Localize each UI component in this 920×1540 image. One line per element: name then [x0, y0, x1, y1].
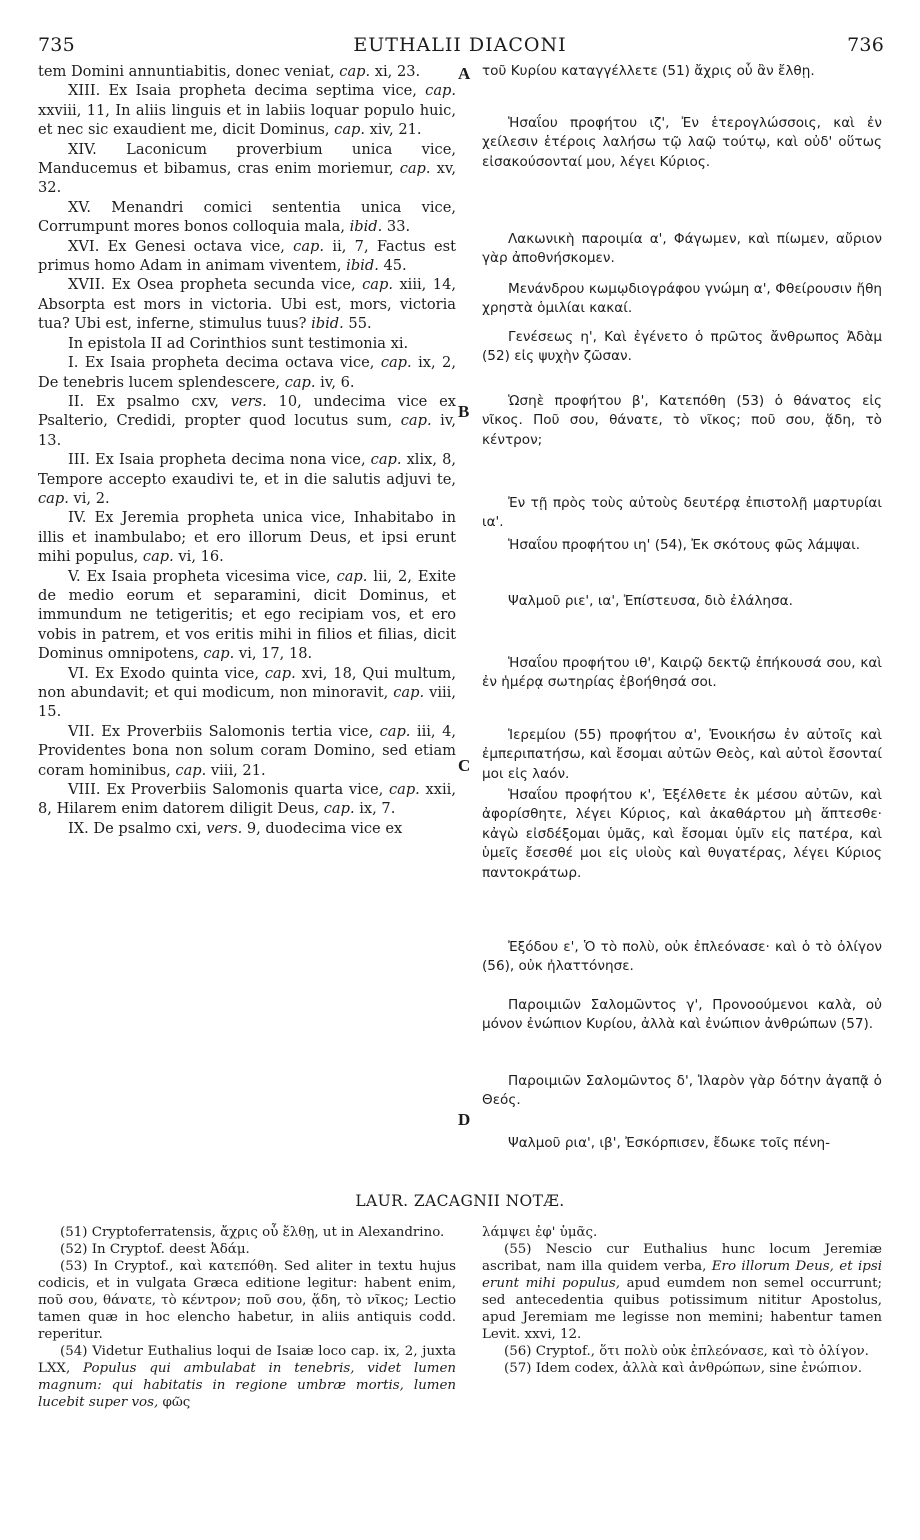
latin-paragraph: XIV. Laconicum proverbium unica vice, Manducemus et bibamus, cras enim moriemur, cap. xv, 32. [38, 140, 456, 197]
footnote: (55) Nescio cur Euthalius hunc locum Jeremiæ ascribat, nam illa quidem verba, Ero illorum Deus, et ipsi erunt mihi populus, apud eumdem non semel occurrunt; sed antecedentia quibus potissimum nititur Apostolus, apud Jeremiam me legisse non memini; habentur tamen Levit. xxvi, 12. [482, 1242, 883, 1342]
footnote: (57) Idem codex, ἀλλὰ καὶ ἀνθρώπων, sine ἐνώπιον. [504, 1361, 862, 1376]
greek-paragraph: Ὡσηὲ προφήτου β', Κατεπόθη (53) ὁ θάνατος εἰς νῖκος. Ποῦ σου, θάνατε, τὸ νῖκος; ποῦ σου, ᾅδη, τὸ κέντρον; [482, 393, 882, 448]
greek-paragraph: Ἐξόδου ε', Ὁ τὸ πολὺ, οὐκ ἐπλεόνασε· καὶ ὁ τὸ ὀλίγον (56), οὐκ ἠλαττόνησε. [482, 939, 882, 975]
latin-paragraph: II. Ex psalmo cxv, vers. 10, undecima vice ex Psalterio, Credidi, propter quod locutus sum, cap. iv, 13. [38, 392, 456, 449]
latin-paragraph: In epistola II ad Corinthios sunt testimonia xi. [68, 334, 409, 352]
page-number-right: 736 [847, 34, 884, 56]
notes-right-column [482, 1224, 882, 1377]
latin-paragraph: IV. Ex Jeremia propheta unica vice, Inhabitabo in illis et inambulabo; et ero illorum Deus, et ipsi erunt mihi populus, cap. vi, 16. [38, 509, 456, 566]
footnote: (54) Videtur Euthalius loqui de Isaiæ loco cap. ix, 2, juxta LXX, Populus qui ambulabat in tenebris, videt lumen magnum: qui habitatis in regione umbræ mortis, lumen lucebit super vos, φῶς [38, 1344, 456, 1410]
greek-paragraph: Ψαλμοῦ ρια', ιβ', Ἐσκόρπισεν, ἔδωκε τοῖς πένη- [508, 1135, 831, 1151]
margin-marker-b: B [458, 402, 470, 421]
latin-paragraph: III. Ex Isaia propheta decima nona vice, cap. xlix, 8, Tempore accepto exaudivi te, et in die salutis adjuvi te, cap. vi, 2. [38, 451, 457, 507]
latin-paragraph: IX. De psalmo cxi, vers. 9, duodecima vice ex [68, 819, 403, 837]
latin-paragraph: XV. Menandri comici sententia unica vice, Corrumpunt mores bonos colloquia mala, ibid. 33. [38, 198, 456, 236]
latin-paragraph: XIII. Ex Isaia propheta decima septima vice, cap. xxviii, 11, In aliis linguis et in labiis loquar populo huic, et nec sic exaudient me, dicit Dominus, cap. xiv, 21. [38, 82, 456, 139]
greek-paragraph: Ἱερεμίου (55) προφήτου α', Ἐνοικήσω ἐν αὐτοῖς καὶ ἐμπεριπατήσω, καὶ ἔσομαι αὐτῶν Θεὸς, καὶ αὐτοὶ ἔσονταί μοι εἰς λαόν. [482, 727, 882, 782]
latin-paragraph: VII. Ex Proverbiis Salomonis tertia vice, cap. iii, 4, Providentes bona non solum coram Domino, sed etiam coram hominibus, cap. viii, 21. [38, 722, 456, 779]
greek-paragraph: Ἡσαΐου προφήτου ιη' (54), Ἐκ σκότους φῶς λάμψαι. [508, 537, 861, 553]
page-header [0, 34, 920, 58]
footnote: (52) In Cryptof. deest Ἀδάμ. [60, 1242, 250, 1257]
latin-paragraph: XVI. Ex Genesi octava vice, cap. ii, 7, Factus est primus homo Adam in animam viventem, ibid. 45. [38, 237, 456, 275]
latin-paragraph: V. Ex Isaia propheta vicesima vice, cap. lii, 2, Exite de medio eorum et separamini, dicit Dominus, et immundum ne tetigeritis; et ego recipiam vos, et ero vobis in patrem, et vos eritis mihi in filios et filias, dicit Dominus omnipotens, cap. vi, 17, 18. [38, 567, 456, 663]
footnote: (51) Cryptoferratensis, ἄχρις οὗ ἔλθῃ, ut in Alexandrino. [60, 1225, 445, 1240]
greek-paragraph: Ἡσαΐου προφήτου ιθ', Καιρῷ δεκτῷ ἐπήκουσά σου, καὶ ἐν ἡμέρᾳ σωτηρίας ἐβοήθησά σοι. [482, 655, 882, 691]
greek-paragraph: τοῦ Κυρίου καταγγέλλετε (51) ἄχρις οὗ ἂν ἔλθῃ. [482, 63, 815, 79]
footnote: λάμψει ἐφ' ὑμᾶς. [482, 1225, 598, 1240]
running-title: EUTHALII DIACONI [353, 34, 567, 56]
greek-paragraph: Μενάνδρου κωμῳδιογράφου γνώμη α', Φθείρουσιν ἤθη χρηστὰ ὁμιλίαι κακαί. [482, 281, 882, 317]
greek-paragraph: Ἡσαΐου προφήτου ιζ', Ἐν ἑτερογλώσσοις, καὶ ἐν χείλεσιν ἑτέροις λαλήσω τῷ λαῷ τούτῳ, καὶ οὐδ' οὕτως εἰσακούσονταί μου, λέγει Κύριος. [482, 115, 882, 170]
page-number-left: 735 [38, 34, 75, 56]
latin-paragraph: XVII. Ex Osea propheta secunda vice, cap. xiii, 14, Absorpta est mors in victoria. Ubi est, mors, victoria tua? Ubi est, inferne, stimulus tuus? ibid. 55. [38, 276, 456, 333]
greek-paragraph: Παροιμιῶν Σαλομῶντος δ', Ἱλαρὸν γὰρ δότην ἀγαπᾷ ὁ Θεός. [482, 1073, 882, 1109]
greek-paragraph: Ἐν τῇ πρὸς τοὺς αὐτοὺς δευτέρᾳ ἐπιστολῇ μαρτυρίαι ια'. [482, 495, 882, 531]
latin-paragraph: I. Ex Isaia propheta decima octava vice, cap. ix, 2, De tenebris lucem splendescere, cap. iv, 6. [38, 354, 456, 391]
greek-paragraph: Ψαλμοῦ ριε', ια', Ἐπίστευσα, διὸ ἐλάλησα. [508, 593, 793, 609]
notes-heading: LAUR. ZACAGNII NOTÆ. [355, 1192, 565, 1210]
footnote: (56) Cryptof., ὅτι πολὺ οὐκ ἐπλεόνασε, καὶ τὸ ὀλίγον. [504, 1344, 869, 1359]
latin-paragraph: VI. Ex Exodo quinta vice, cap. xvi, 18, Qui multum, non abundavit; et qui modicum, non minoravit, cap. viii, 15. [38, 664, 456, 721]
margin-marker-d: D [458, 1110, 471, 1129]
footnote: (53) In Cryptof., καὶ κατεπόθη. Sed aliter in textu hujus codicis, et in vulgata Græca editione legitur: habent enim, ποῦ σου, θάνατε, τὸ κέντρον; ποῦ σου, ᾅδη, τὸ νῖκος; Lectio tamen quæ in hoc elencho habetur, in aliis antiquis codd. reperitur. [38, 1259, 456, 1342]
greek-paragraph: Λακωνικὴ παροιμία α', Φάγωμεν, καὶ πίωμεν, αὔριον γὰρ ἀποθνήσκομεν. [482, 231, 882, 267]
latin-column [38, 62, 456, 838]
margin-marker-a: A [458, 64, 471, 83]
notes-left-column [38, 1224, 456, 1411]
latin-paragraph: VIII. Ex Proverbiis Salomonis quarta vice, cap. xxii, 8, Hilarem enim datorem diligit Deus, cap. ix, 7. [38, 781, 456, 818]
margin-marker-c: C [458, 756, 471, 775]
greek-paragraph: Παροιμιῶν Σαλομῶντος γ', Προνοούμενοι καλὰ, οὐ μόνον ἐνώπιον Κυρίου, ἀλλὰ καὶ ἐνώπιον ἀνθρώπων (57). [482, 997, 882, 1033]
greek-paragraph: Ἡσαΐου προφήτου κ', Ἐξέλθετε ἐκ μέσου αὐτῶν, καὶ ἀφορίσθητε, λέγει Κύριος, καὶ ἀκαθάρτου μὴ ἅπτεσθε· κἀγὼ εἰσδέξομαι ὑμᾶς, καὶ ἔσομαι ὑμῖν εἰς πατέρα, καὶ ὑμεῖς ἔσεσθέ μοι εἰς υἱοὺς καὶ θυγατέρας, λέγει Κύριος παντοκράτωρ. [482, 787, 882, 881]
latin-paragraph: tem Domini annuntiabitis, donec veniat, cap. xi, 23. [38, 63, 421, 80]
greek-paragraph: Γενέσεως η', Καὶ ἐγένετο ὁ πρῶτος ἄνθρωπος Ἀδὰμ (52) εἰς ψυχὴν ζῶσαν. [482, 329, 882, 365]
